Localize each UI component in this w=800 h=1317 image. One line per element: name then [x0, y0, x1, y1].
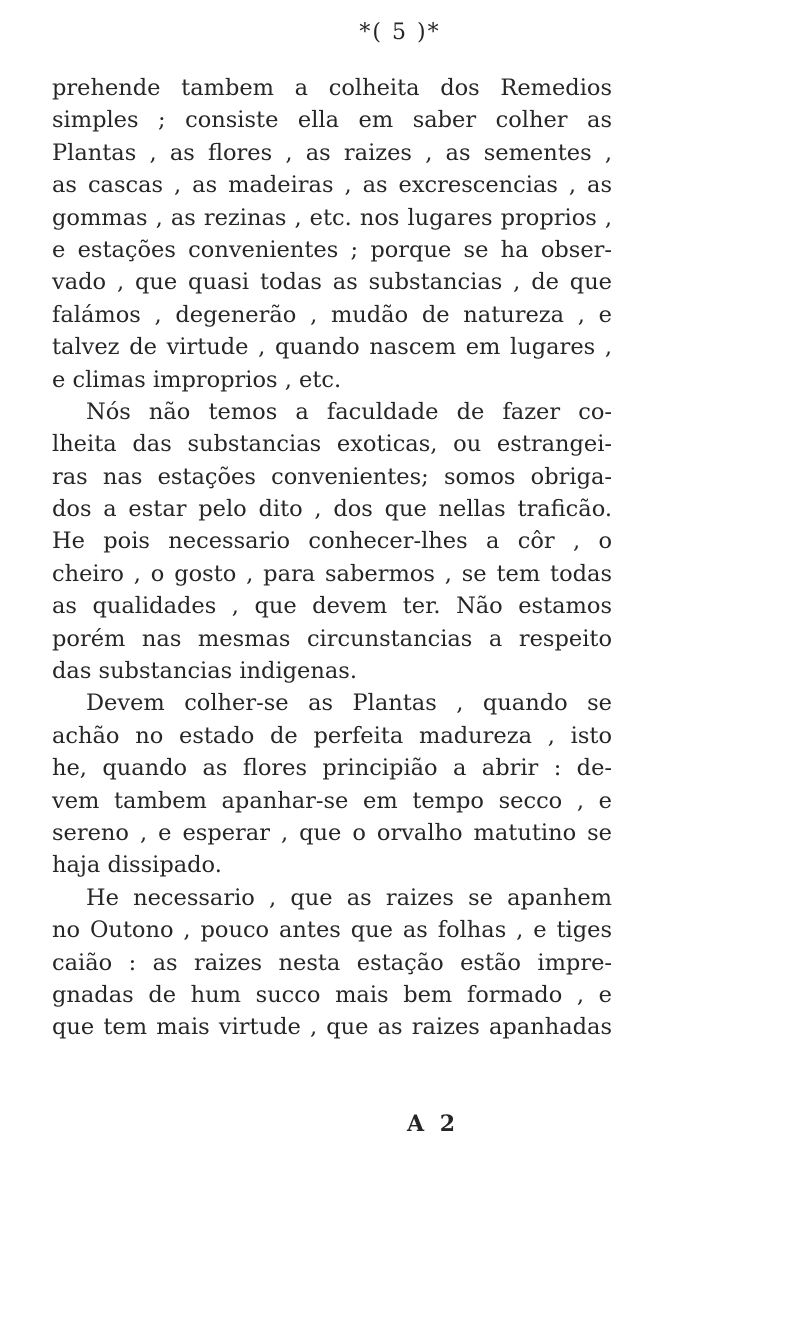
- text-line: gnadas de hum succo mais bem formado , e: [52, 981, 612, 1008]
- text-line: as cascas , as madeiras , as excrescencias , as: [52, 172, 612, 199]
- signature-mark: A 2: [407, 1111, 460, 1137]
- text-line: porém nas mesmas circunstancias a respeito: [52, 625, 612, 652]
- text-line: achão no estado de perfeita madureza , isto: [52, 722, 612, 749]
- text-line: as qualidades , que devem ter. Não estamos: [52, 593, 612, 620]
- text-line: das substancias indigenas.: [52, 658, 357, 685]
- text-line: talvez de virtude , quando nascem em lugares ,: [52, 334, 612, 361]
- text-line: que tem mais virtude , que as raizes apanhadas: [52, 1014, 612, 1041]
- text-line: prehende tambem a colheita dos Remedios: [52, 75, 612, 101]
- text-line: vem tambem apanhar-se em tempo secco , e: [52, 787, 612, 814]
- text-line: Devem colher-se as Plantas , quando se: [86, 690, 612, 717]
- text-line: He necessario , que as raizes se apanhem: [86, 884, 612, 911]
- text-line: sereno , e esperar , que o orvalho matutino se: [52, 819, 612, 846]
- text-line: dos a estar pelo dito , dos que nellas traficão.: [52, 496, 612, 523]
- page-number-header: *( 5 )*: [359, 20, 441, 45]
- body-text: [52, 72, 612, 1044]
- text-line: Nós não temos a faculdade de fazer co-: [86, 398, 612, 425]
- text-line: vado , que quasi todas as substancias , de que: [52, 269, 612, 296]
- text-line: e climas improprios , etc.: [52, 366, 342, 393]
- text-line: e estações convenientes ; porque se ha obser-: [52, 236, 612, 263]
- text-line: he, quando as flores principião a abrir : de-: [52, 755, 612, 782]
- text-line: falámos , degenerão , mudão de natureza , e: [52, 301, 612, 328]
- text-line: Plantas , as flores , as raizes , as sementes ,: [52, 139, 612, 166]
- text-line: He pois necessario conhecer-lhes a côr , o: [52, 528, 612, 555]
- text-line: caião : as raizes nesta estação estão impre-: [52, 949, 612, 976]
- text-line: cheiro , o gosto , para sabermos , se tem todas: [52, 560, 612, 587]
- text-line: no Outono , pouco antes que as folhas , e tiges: [52, 917, 612, 944]
- text-line: lheita das substancias exoticas, ou estrangei-: [52, 431, 612, 458]
- text-line: ras nas estações convenientes; somos obriga-: [52, 463, 612, 490]
- text-line: simples ; consiste ella em saber colher as: [52, 107, 612, 134]
- text-line: gommas , as rezinas , etc. nos lugares proprios ,: [52, 204, 612, 231]
- text-line: haja dissipado.: [52, 852, 222, 879]
